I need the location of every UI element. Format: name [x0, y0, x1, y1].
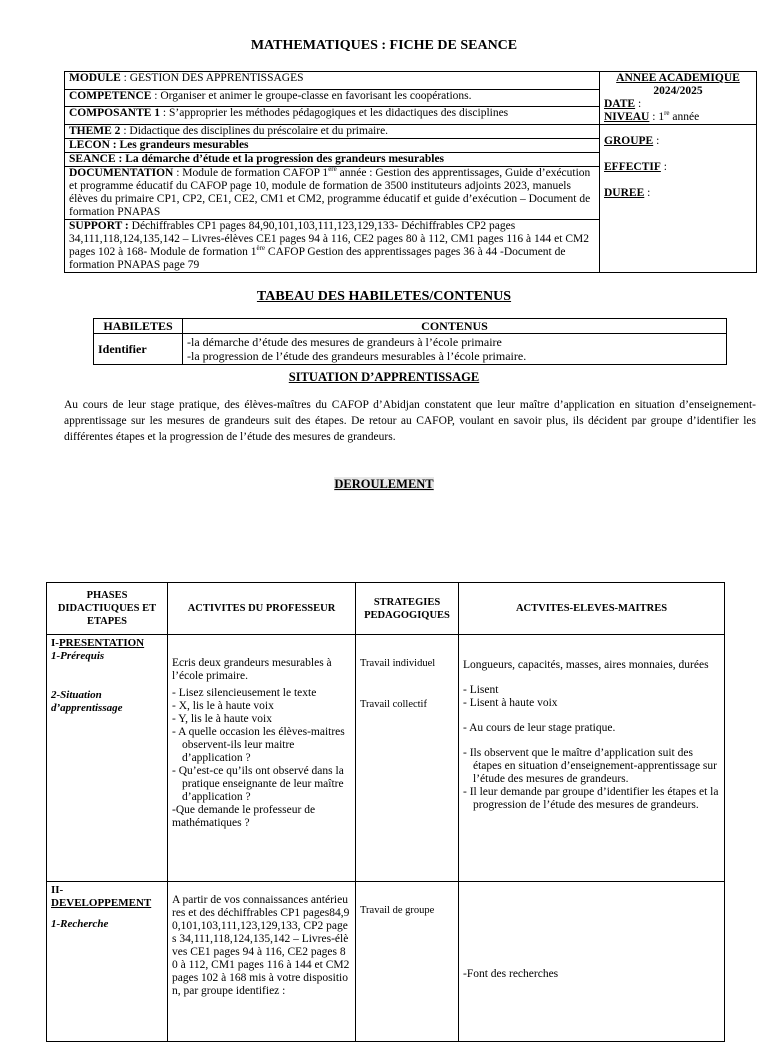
documentation-cell: DOCUMENTATION : Module de formation CAFOP 1ère année : Gestion des apprentissages, Guide d’exécution et programme éducatif du CAFOP page 10, module de formation de 3500 instituteurs adjoints 2023, manuels élèves du primaire CP1, CP2, CE1, CE2, CM1 et CM2, programme éducatif et guide d’exécution – Document de formation PNAPAS: [65, 167, 600, 220]
phase-developpement-cell: II-DEVELOPPEMENT 1-Recherche: [47, 882, 168, 1042]
phase-presentation-cell: I-PRESENTATION 1-Prérequis 2-Situation d’apprentissage: [47, 635, 168, 882]
contenu-cell: -la démarche d’étude des mesures de grandeurs à l’école primaire -la progression de l’étude des grandeurs mesurables à l’école primaire.: [183, 334, 727, 365]
activites-eleves-header: ACTVITES-ELEVES-MAITRES: [459, 583, 725, 635]
seance-cell: SEANCE : La démarche d’étude et la progression des grandeurs mesurables: [65, 153, 600, 167]
page-title: MATHEMATIQUES : FICHE DE SEANCE: [250, 38, 518, 53]
phases-header: PHASES DIDACTIUQUES ET ETAPES: [47, 583, 168, 635]
activites-prof-header: ACTIVITES DU PROFESSEUR: [168, 583, 356, 635]
theme-cell: THEME 2 : Didactique des disciplines du préscolaire et du primaire.: [65, 125, 600, 139]
groupe-cell: [600, 125, 757, 273]
date-field: DATE :: [604, 98, 642, 110]
habiletes-header: HABILETES: [94, 319, 183, 334]
niveau-field: NIVEAU : 1re année: [604, 109, 700, 123]
habiletes-title: TABEAU DES HABILETES/CONTENUS: [256, 289, 512, 304]
strategies-header: STRATEGIES PEDAGOGIQUES: [356, 583, 459, 635]
effectif-field: EFFECTIF :: [604, 161, 667, 173]
situation-text: Au cours de leur stage pratique, des élèves-maîtres du CAFOP d’Abidjan constatent que leur maître d’application en situation d’enseignement-apprentissage sur les mesures de grandeurs suit des étapes. De retour au CAFOP, voulant en savoir plus, ils décident par groupe d’identifier les différentes étapes et la progression de l’étude des mesures de grandeurs.: [64, 399, 756, 443]
situation-title: SITUATION D’APPRENTISSAGE: [288, 370, 480, 384]
composante-cell: COMPOSANTE 1 : S’approprier les méthodes pédagogiques et les didactiques des disciplines: [65, 107, 600, 125]
annee-cell: ANNEE ACADEMIQUE 2024/2025 DATE : NIVEAU : 1re année: [600, 72, 757, 125]
prof-presentation-cell: Ecris deux grandeurs mesurables à l’école primaire. - Lisez silencieusement le texte - X, lis le à haute voix - Y, lis le à haute voix - A quelle occasion les élèves-maitres observent-ils leur maitre d’application ? - Qu’est-ce qu’ils ont observé dans la pratique enseignante de leur maître d’application ? -Que demande le professeur de mathématiques ?: [168, 635, 356, 882]
strategies-developpement-cell: Travail de groupe: [356, 882, 459, 1042]
fiche-info-table: [64, 71, 757, 273]
competence-cell: COMPETENCE : Organiser et animer le groupe-classe en favorisant les coopérations.: [65, 89, 600, 107]
deroulement-title: DEROULEMENT: [334, 477, 434, 491]
contenus-header: CONTENUS: [183, 319, 727, 334]
support-cell: SUPPORT : Déchiffrables CP1 pages 84,90,101,103,111,123,129,133- Déchiffrables CP2 pages 34,111,118,124,135,142 – Livres-élèves CE1 pages 94 à 116, CE2 pages 80 à 112, CM1 pages 116 à 144 et CM2 pages 102 à 168- Module de formation 1ère CAFOP Gestion des apprentissages pages 36 à 44 -Document de formation PNAPAS page 79: [65, 220, 600, 273]
habilete-cell: Identifier: [94, 334, 183, 365]
eleves-presentation-cell: Longueurs, capacités, masses, aires monnaies, durées - Lisent - Lisent à haute voix - Au cours de leur stage pratique. - Ils observent que le maître d’application suit des étapes en situation d’enseignement-apprentissage sur l’étude des mesures de grandeurs. - Il leur demande par groupe d’identifier les étapes et la progression de l’étude des mesures de grandeurs.: [459, 635, 725, 882]
duree-field: DUREE :: [604, 187, 651, 199]
eleves-developpement-cell: -Font des recherches: [459, 882, 725, 1042]
module-cell: MODULE : GESTION DES APPRENTISSAGES: [65, 72, 600, 90]
groupe-field: GROUPE :: [604, 135, 660, 147]
habiletes-table: [93, 318, 727, 365]
deroulement-table: [46, 582, 725, 1042]
strategies-presentation-cell: Travail individuel Travail collectif: [356, 635, 459, 882]
prof-instructions-list: - Lisez silencieusement le texte - X, lis le à haute voix - Y, lis le à haute voix - A quelle occasion les élèves-maitres observent-ils leur maitre d’application ? - Qu’est-ce qu’ils ont observé dans la pratique enseignante de leur maître d’application ?: [172, 687, 345, 803]
prof-developpement-cell: A partir de vos connaissances antérieures et des déchiffrables CP1 pages84,90,101,103,111,123,129,133, CP2 pages 34,111,118,124,135,142 – Livres-élèves CE1 pages 94 à 116, CE2 pages 80 à 112, CM1 pages 116 à 144 et CM2 pages 102 à 168 mis à votre disposition, par groupe identifiez :: [168, 882, 356, 1042]
lecon-cell: LECON : Les grandeurs mesurables: [65, 139, 600, 153]
